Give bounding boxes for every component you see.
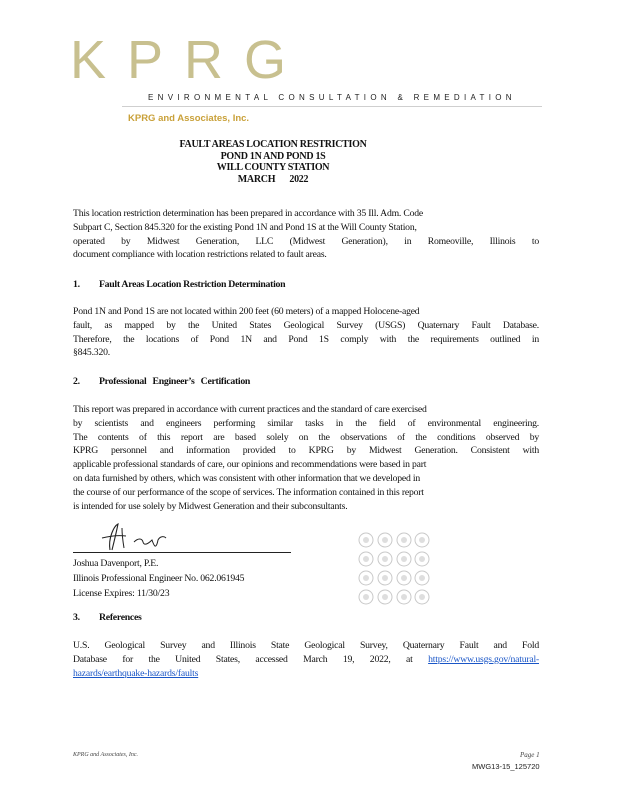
engineer-license: Illinois Professional Engineer No. 062.061945	[73, 573, 245, 584]
section-2-heading	[73, 376, 250, 387]
title-line-1: FAULT AREAS LOCATION RESTRICTION	[179, 139, 367, 150]
section-3-paragraph	[73, 639, 539, 680]
intro-paragraph	[73, 207, 539, 262]
section-number: 2.	[73, 376, 80, 387]
intro-line: Subpart C, Section 845.320 for the existing Pond 1N and Pond 1S at the Will County Station,	[73, 221, 417, 233]
section-title: References	[99, 612, 142, 623]
section-2-line: KPRG personnel and information provided to KPRG by Midwest Generation. Consistent with	[73, 445, 539, 457]
document-title	[170, 139, 376, 185]
intro-line: This location restriction determination has been prepared in accordance with 35 Ill. Adm. Code	[73, 208, 424, 219]
section-1-paragraph	[73, 305, 539, 360]
section-1-line: §845.320.	[73, 347, 110, 359]
section-2-line: by scientists and engineers performing similar tasks in the field of environmental engineering.	[73, 417, 539, 429]
professional-engineer-seal	[352, 528, 434, 610]
signature-line	[73, 552, 291, 553]
logo-tagline: ENVIRONMENTAL CONSULTATION & REMEDIATION	[148, 93, 516, 102]
reference-line: U.S. Geological Survey and Illinois State Geological Survey, Quaternary Fault and Fold	[73, 640, 539, 651]
title-line-4: MARCH 2022	[237, 173, 309, 185]
section-3-heading	[73, 612, 142, 623]
signature-block	[73, 556, 244, 601]
reference-line	[73, 653, 539, 667]
page-number: Page 1	[520, 751, 540, 759]
usgs-link[interactable]: https://www.usgs.gov/natural-	[428, 653, 539, 665]
engineer-name: Joshua Davenport, P.E.	[73, 558, 159, 569]
intro-line: operated by Midwest Generation, LLC (Midwest Generation), in Romeoville, Illinois to	[73, 235, 539, 247]
section-1-line: Pond 1N and Pond 1S are not located within 200 feet (60 meters) of a mapped Holocene-aged	[73, 306, 420, 317]
section-2-line: is intended for use solely by Midwest Generation and their subconsultants.	[73, 500, 348, 512]
section-1-line: Therefore, the locations of Pond 1N and Pond 1S comply with the requirements outlined in	[73, 333, 539, 345]
usgs-link-continued[interactable]: hazards/earthquake-hazards/faults	[73, 667, 199, 679]
footer-company: KPRG and Associates, Inc.	[73, 752, 139, 758]
engineer-signature	[96, 520, 176, 554]
reference-text: Database for the United States, accessed March 19, 2022, at	[73, 653, 413, 665]
section-2-line: on data furnished by others, which was consistent with other information that we developed in	[73, 472, 421, 484]
section-2-line: This report was prepared in accordance with current practices and the standard of care exercised	[73, 404, 427, 415]
section-2-line: the course of our performance of the scope of services. The information contained in this report	[73, 486, 424, 498]
reference-line	[73, 667, 539, 681]
section-number: 1.	[73, 279, 80, 290]
section-2-paragraph	[73, 403, 539, 513]
section-1-heading	[73, 279, 285, 290]
company-name: KPRG and Associates, Inc.	[128, 113, 250, 124]
title-line-3: WILL COUNTY STATION	[216, 162, 330, 173]
section-title: Professional Engineer’s Certification	[99, 376, 251, 387]
document-id: MWG13-15_125720	[472, 762, 540, 771]
section-2-line: The contents of this report are based solely on the observations of the conditions observed by	[73, 431, 539, 443]
intro-line: document compliance with location restrictions related to fault areas.	[73, 249, 327, 261]
title-line-2: POND 1N AND POND 1S	[220, 150, 326, 162]
section-2-line: applicable professional standards of care, our opinions and recommendations were based in part	[73, 459, 427, 471]
section-1-line: fault, as mapped by the United States Geological Survey (USGS) Quaternary Fault Database.	[73, 319, 539, 331]
kprg-logo: KPRG	[70, 30, 308, 90]
section-number: 3.	[73, 612, 80, 623]
license-expiration: License Expires: 11/30/23	[73, 588, 170, 599]
header-divider	[122, 106, 542, 107]
section-title: Fault Areas Location Restriction Determination	[99, 279, 286, 290]
